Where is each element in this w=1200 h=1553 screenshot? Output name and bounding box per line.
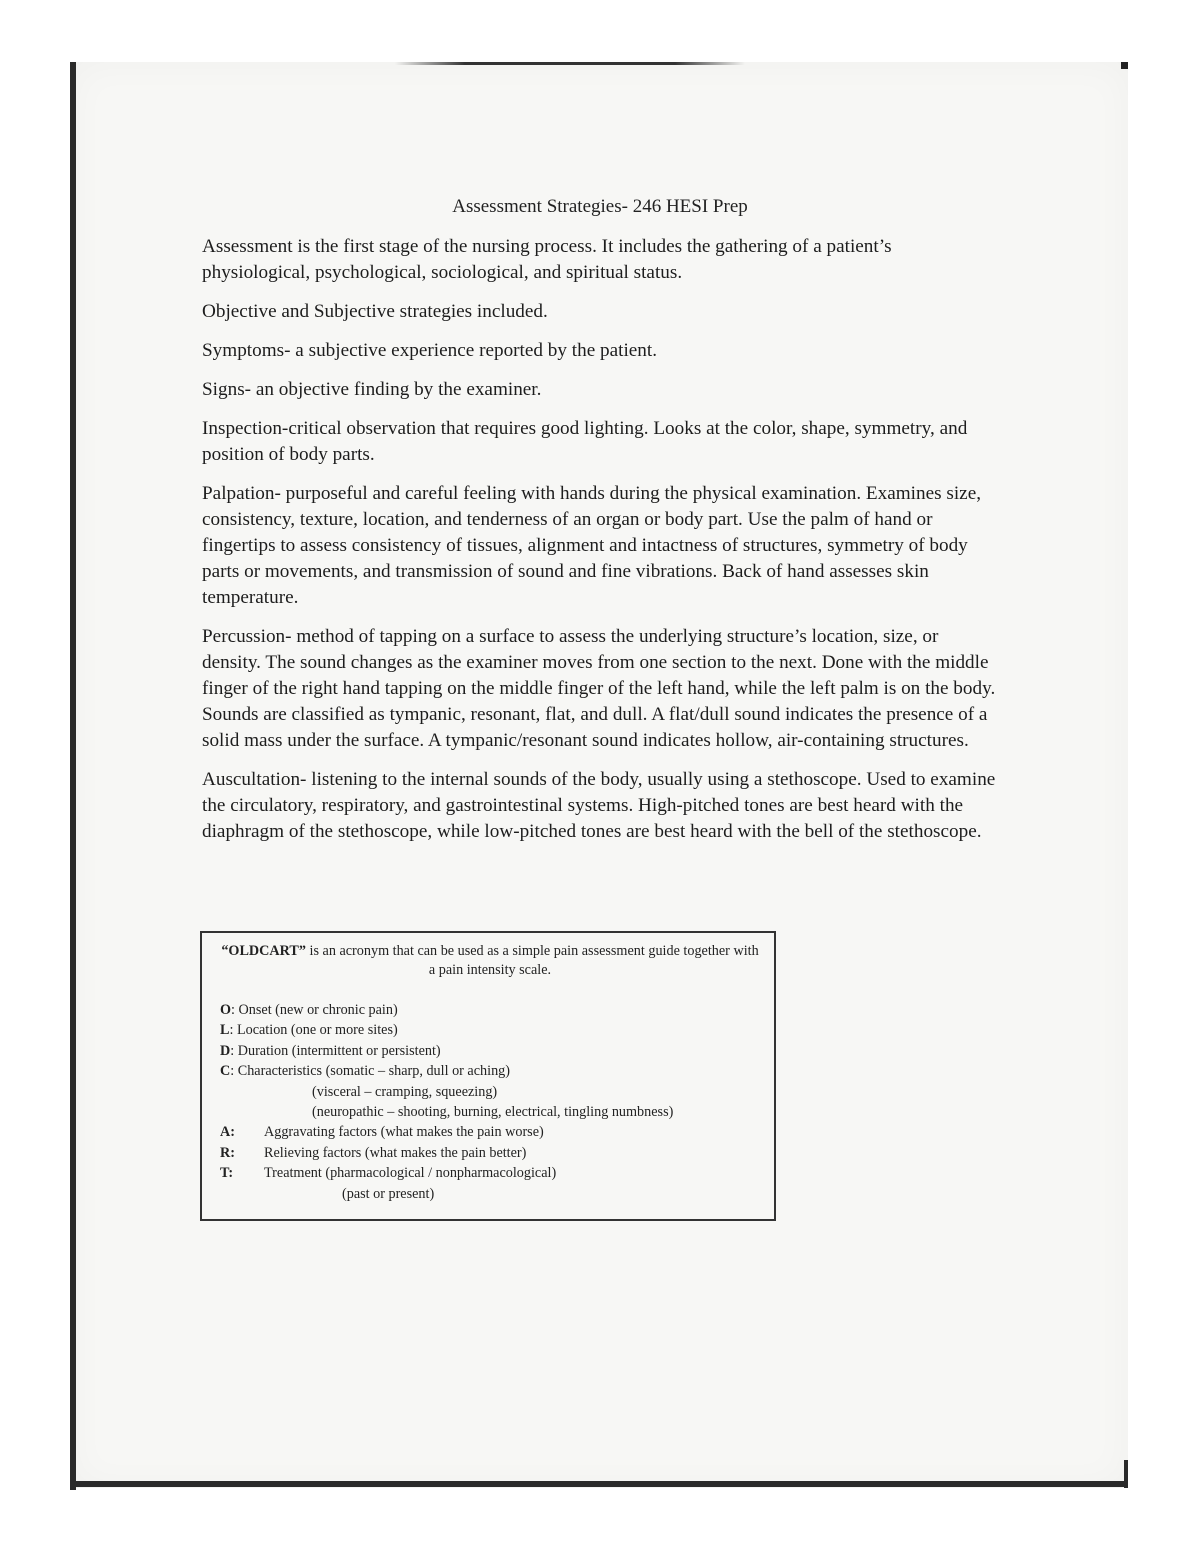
paragraph-palpation: Palpation- purposeful and careful feeling with hands during the physical examination. Examines size, consistency, texture, location, and tenderness of an organ or body part. Use the palm of hand or fingertips to assess consistency of tissues, alignment and intactness of structures, symmetry of body parts or movements, and transmission of sound and fine vibrations. Back of hand assesses skin temperature. (202, 483, 982, 608)
page-title: Assessment Strategies- 246 HESI Prep (452, 196, 748, 217)
paragraph-strategies: Objective and Subjective strategies included. (202, 301, 548, 322)
oldcart-item-duration: D: Duration (intermittent or persistent) (220, 1042, 441, 1059)
paragraph-signs: Signs- an objective finding by the examiner. (202, 379, 542, 400)
oldcart-item-characteristics: C: Characteristics (somatic – sharp, dull or aching) (220, 1063, 510, 1080)
oldcart-item-aggravating: A: Aggravating factors (what makes the pain worse) (220, 1124, 544, 1141)
paragraph-auscultation: Auscultation- listening to the internal sounds of the body, usually using a stethoscope. Used to examine the circulatory, respiratory, and gastrointestinal systems. High-pitched tones are best heard with the diaphragm of the stethoscope, while low-pitched tones are best heard with the bell of the stethoscope. (202, 769, 996, 842)
oldcart-treatment-timing: (past or present) (342, 1185, 435, 1202)
oldcart-item-onset: O: Onset (new or chronic pain) (220, 1002, 398, 1018)
oldcart-item-relieving: R: Relieving factors (what makes the pain better) (220, 1144, 527, 1161)
paragraph-assessment: Assessment is the first stage of the nursing process. It includes the gathering of a patient’s physiological, psychological, sociological, and spiritual status. (202, 236, 892, 283)
document-body (202, 234, 1002, 858)
scan-edge-top (395, 62, 745, 65)
oldcart-characteristics-visceral: (visceral – cramping, squeezing) (312, 1083, 498, 1100)
oldcart-intro-text: is an acronym that can be used as a simple pain assessment guide together with a pain intensity scale. (305, 943, 759, 978)
oldcart-characteristics-neuropathic: (neuropathic – shooting, burning, electrical, tingling numbness) (312, 1104, 674, 1121)
scan-edge-right (1124, 1460, 1128, 1488)
paragraph-percussion: Percussion- method of tapping on a surface to assess the underlying structure’s location, size, or density. The sound changes as the examiner moves from one section to the next. Done with the middle finger of the right hand tapping on the middle finger of the left hand, while the left palm is on the body. Sounds are classified as tympanic, resonant, flat, and dull. A flat/dull sound indicates the presence of a solid mass under the surface. A tympanic/resonant sound indicates hollow, air-containing structures. (202, 626, 996, 751)
oldcart-item-treatment: T: Treatment (pharmacological / nonpharmacological) (220, 1165, 557, 1182)
scan-edge-left (70, 62, 76, 1490)
oldcart-acronym: “OLDCART” (221, 943, 306, 959)
scan-edge-bottom (70, 1481, 1128, 1487)
paragraph-inspection: Inspection-critical observation that requires good lighting. Looks at the color, shape, symmetry, and position of body parts. (202, 418, 968, 465)
paragraph-symptoms: Symptoms- a subjective experience reported by the patient. (202, 340, 658, 361)
oldcart-intro (220, 942, 760, 980)
oldcart-item-location: L: Location (one or more sites) (220, 1022, 398, 1039)
scan-corner-mark (1121, 62, 1128, 69)
oldcart-box (200, 931, 776, 1221)
